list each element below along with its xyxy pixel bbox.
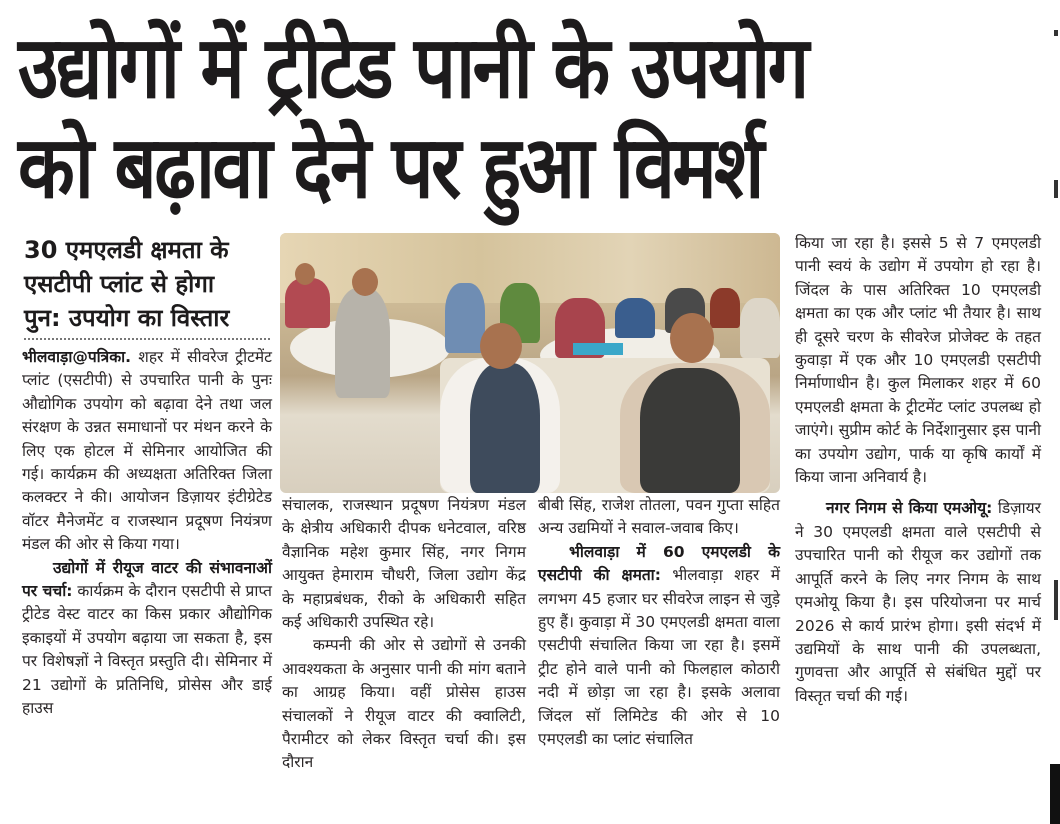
photo-vest xyxy=(470,363,540,493)
article-column-4 xyxy=(795,232,1041,708)
article-column-1 xyxy=(22,346,272,721)
adjacent-article-edge xyxy=(1054,580,1058,620)
photo-person xyxy=(740,298,780,358)
section-heading: उद्योगों में रीयूज वाटर की संभावनाओं पर चर्चा: xyxy=(22,558,272,601)
photo-blue-tissue-box xyxy=(573,343,623,355)
subheadline-line-3: पुन: उपयोग का विस्तार xyxy=(24,304,230,332)
headline-line-1: उद्योगों में ट्रीटेड पानी के उपयोग xyxy=(18,18,807,118)
photo-person-head xyxy=(295,263,315,285)
photo-person xyxy=(445,283,485,353)
subheadline-line-1: 30 एमएलडी क्षमता के xyxy=(24,236,229,264)
article-paragraph: बीबी सिंह, राजेश तोतला, पवन गुप्ता सहित अन्य उद्यमियों ने सवाल-जवाब किए। xyxy=(538,496,780,538)
photo-person-head xyxy=(480,323,522,369)
photo-person xyxy=(710,288,740,328)
photo-person xyxy=(615,298,655,338)
section-heading: भीलवाड़ा में 60 एमएलडी के एसटीपी की क्षमता: xyxy=(538,542,780,585)
article-column-2 xyxy=(282,494,526,775)
adjacent-article-black-box xyxy=(1050,764,1060,824)
photo-vest xyxy=(640,368,740,493)
dateline: भीलवाड़ा@पत्रिका. xyxy=(22,348,132,366)
article-paragraph: किया जा रहा है। इससे 5 से 7 एमएलडी पानी स्वयं के उद्योग में उपयोग हो रहा है। जिंदल के पास अतिरिक्त 10 एमएलडी क्षमता का एक और प्लांट भी तैयार है। साथ ही दूसरे चरण के सीवरेज प्रोजेक्ट के तहत कुवाड़ा में एक और 10 एमएलडी एसटीपी निर्माणाधीन है। कुल मिलाकर शहर में 60 एमएलडी क्षमता के ट्रीटमेंट प्लांट उपलब्ध हो जाएंगे। सुप्रीम कोर्ट के निर्देशानुसार इस पानी का उपयोग उद्योग, पार्क या कृषि कार्यों में किया जाना अनिवार्य है। xyxy=(795,234,1041,487)
photo-person xyxy=(335,288,390,398)
subheadline xyxy=(24,233,274,335)
adjacent-article-edge xyxy=(1054,180,1058,198)
adjacent-article-edge xyxy=(1054,30,1058,36)
photo-person xyxy=(285,278,330,328)
subheadline-line-2: एसटीपी प्लांट से होगा xyxy=(24,270,215,298)
photo-person-head xyxy=(670,313,714,363)
article-paragraph: शहर में सीवरेज ट्रीटमेंट प्लांट (एसटीपी) से उपचारित पानी के पुनः औद्योगिक उपयोग को बढ़ावा देने तथा जल संरक्षण के उन्नत समाधानों पर मंथन करने के लिए एक होटल में सेमिनार आयोजित की गई। कार्यक्रम की अध्यक्षता अतिरिक्त जिला कलक्टर ने की। आयोजन डिज़ायर इंटीग्रेटेड वॉटर मैनेजमेंट व राजस्थान प्रदूषण नियंत्रण मंडल की ओर से किया गया। xyxy=(22,348,272,554)
article-paragraph: डिज़ायर ने 30 एमएलडी क्षमता वाले एसटीपी से उपचारित पानी को रीयूज कर उद्योगों तक आपूर्ति करने के लिए नगर निगम के साथ एमओयू किया है। इस परियोजना पर मार्च 2026 से कार्य प्रारंभ होगा। इसी संदर्भ में उद्यमियों के साथ पानी की उपलब्धता, गुणवत्ता और आपूर्ति से संबंधित मुद्दों पर विस्तृत चर्चा की गई। xyxy=(795,499,1041,705)
headline-line-2: को बढ़ावा देने पर हुआ विमर्श xyxy=(18,118,762,218)
seminar-photo xyxy=(280,233,780,493)
article-paragraph: संचालक, राजस्थान प्रदूषण नियंत्रण मंडल के क्षेत्रीय अधिकारी दीपक धनेटवाल, वरिष्ठ वैज्ञानिक महेश कुमार सिंह, नगर निगम आयुक्त हेमाराम चौधरी, जिला उद्योग केंद्र के महाप्रबंधक, रीको के अधिकारी सहित कई अधिकारी उपस्थित रहे। xyxy=(282,496,526,632)
article-paragraph: भीलवाड़ा शहर में लगभग 45 हजार घर सीवरेज लाइन से जुड़े हुए हैं। कुवाड़ा में 30 एमएलडी क्षमता वाला एसटीपी संचालित किया जा रहा है। इसमें ट्रीट होने वाले पानी को फिलहाल कोठारी नदी में छोड़ा जा रहा है। इसके अलावा जिंदल सॉ लिमिटेड की ओर से 10 एमएलडी का प्लांट संचालित xyxy=(538,566,780,749)
section-heading: नगर निगम से किया एमओयू: xyxy=(826,499,993,518)
article-paragraph: कार्यक्रम के दौरान एसटीपी से प्राप्त ट्रीटेड वेस्ट वाटर का किस प्रकार औद्योगिक इकाइयों में उपयोग बढ़ाया जा सकता है, इस पर विशेषज्ञों ने विस्तृत प्रस्तुति दी। सेमिनार में 21 उद्योगों के प्रतिनिधि, प्रोसेस और डाई हाउस xyxy=(22,582,272,718)
photo-person-head xyxy=(352,268,378,296)
headline xyxy=(18,18,878,218)
dotted-divider xyxy=(24,338,270,340)
article-paragraph: कम्पनी की ओर से उद्योगों से उनकी आवश्यकता के अनुसार पानी की मांग बताने का आग्रह किया। वहीं प्रोसेस हाउस संचालकों ने रीयूज वाटर की क्वालिटी, पैरामीटर को लेकर विस्तृत चर्चा की। इस दौरान xyxy=(282,636,526,772)
article-column-3 xyxy=(538,494,780,751)
